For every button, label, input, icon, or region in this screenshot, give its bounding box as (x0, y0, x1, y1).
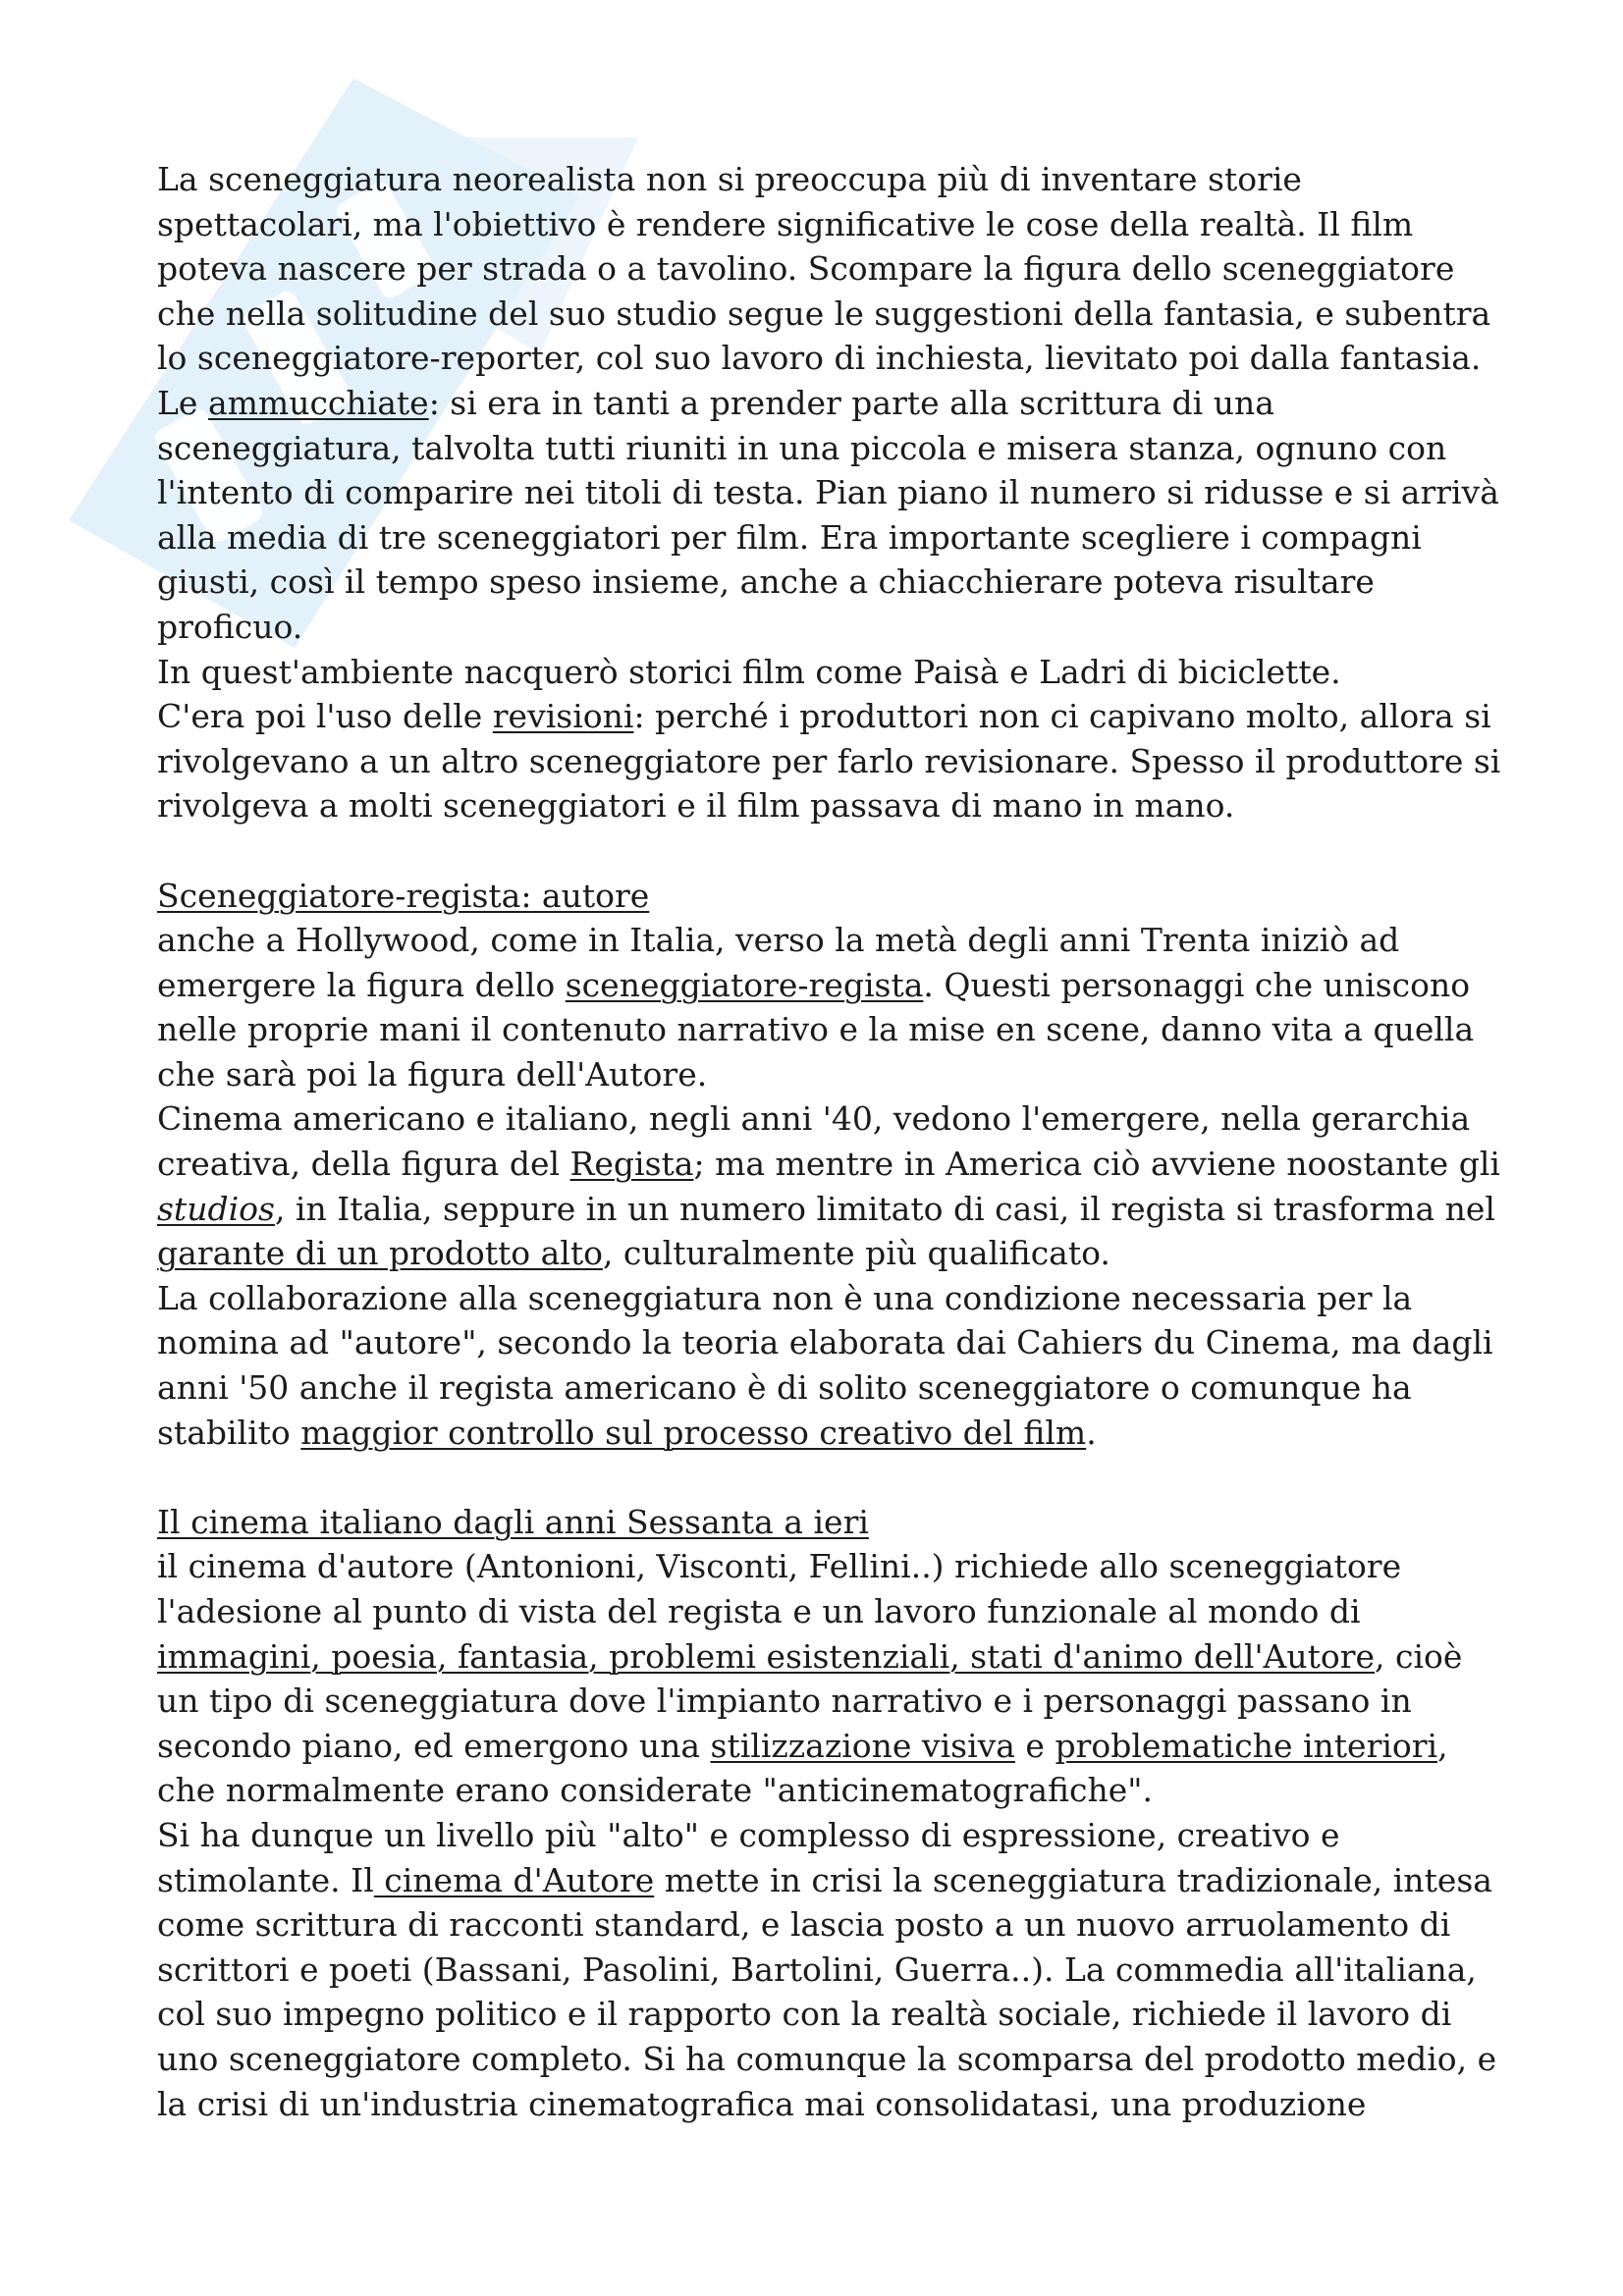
text-line: col suo impegno politico e il rapporto con la realtà sociale, richiede il lavoro di (157, 1995, 1452, 2034)
text-line: che nella solitudine del suo studio segue le suggestioni della fantasia, e subentra (157, 294, 1491, 333)
text-fragment: stimolante. Il (157, 1860, 374, 1899)
text-fragment: mette in crisi la sceneggiatura tradizionale, intesa (654, 1860, 1492, 1899)
section-sceneggiatore-regista (157, 874, 1512, 1456)
underlined-term-revisioni: revisioni (492, 697, 634, 736)
text-line: alla media di tre sceneggiatori per film. Era importante scegliere i compagni (157, 517, 1422, 557)
document-body (157, 157, 1512, 2126)
section-heading (157, 1500, 1512, 1545)
text-line (157, 1634, 1512, 1680)
underlined-term-ammucchiate: ammucchiate (207, 383, 429, 422)
section-cinema-italiano (157, 1500, 1512, 2126)
text-line: In quest'ambiente nacquerò storici film come Paisà e Ladri di biciclette. (157, 652, 1341, 691)
text-fragment: : perché i produttori non ci capivano molto, allora si (633, 697, 1491, 736)
text-fragment: C'era poi l'uso delle (157, 697, 493, 736)
text-line: La sceneggiatura neorealista non si preoccupa più di inventare storie (157, 160, 1302, 198)
text-line: che normalmente erano considerate "anticinematografiche". (157, 1771, 1153, 1810)
section-heading (157, 874, 1512, 919)
text-line: nelle proprie mani il contenuto narrativo e la mise en scene, danno vita a quella (157, 1010, 1475, 1049)
text-line: rivolgeva a molti sceneggiatori e il film passava di mano in mano. (157, 786, 1235, 826)
text-line: rivolgevano a un altro sceneggiatore per farlo revisionare. Spesso il produttore si (157, 741, 1501, 780)
underlined-term-studios (157, 1190, 275, 1228)
underlined-term-immagini: immagini, poesia, fantasia, problemi esistenziali, stati d'animo dell'Autore (157, 1636, 1376, 1676)
underlined-term-garante: garante di un prodotto alto (157, 1234, 603, 1273)
text-fragment: , in Italia, seppure in un numero limitato di casi, il regista si trasforma nel (274, 1189, 1495, 1228)
text-line (157, 694, 1512, 739)
text-line: Si ha dunque un livello più "alto" e complesso di espressione, creativo e (157, 1815, 1340, 1854)
text-line (157, 963, 1512, 1008)
text-line: anche a Hollywood, come in Italia, verso la metà degli anni Trenta iniziò ad (157, 921, 1400, 960)
underlined-term-problematiche: problematiche interiori (1055, 1726, 1438, 1765)
text-line: anni '50 anche il regista americano è di solito sceneggiatore o comunque ha (157, 1368, 1412, 1408)
text-line: scrittori e poeti (Bassani, Pasolini, Bartolini, Guerra..). La commedia all'italiana, (157, 1949, 1477, 1989)
text-line: la crisi di un'industria cinematografica mai consolidatasi, una produzione (157, 2084, 1367, 2123)
text-fragment: , (1437, 1726, 1448, 1765)
text-fragment: Le (157, 383, 208, 422)
paragraph-neorealismo (157, 157, 1512, 828)
text-fragment: . Questi personaggi che uniscono (923, 965, 1471, 1004)
text-line: nomina ad "autore", secondo la teoria elaborata dai Cahiers du Cinema, ma dagli (157, 1323, 1493, 1362)
paragraph-spacer (157, 1455, 1512, 1500)
text-line (157, 1231, 1512, 1276)
text-line: poteva nascere per strada o a tavolino. Scompare la figura dello sceneggiatore (157, 249, 1455, 289)
text-line: spettacolari, ma l'obiettivo è rendere significative le cose della realtà. Il film (157, 204, 1414, 243)
text-fragment: e (1014, 1726, 1055, 1765)
text-line: lo sceneggiatore-reporter, col suo lavoro di inchiesta, lievitato poi dalla fantasia. (157, 339, 1482, 378)
text-line (157, 1187, 1512, 1232)
text-line: giusti, così il tempo speso insieme, anche a chiacchierare poteva risultare (157, 562, 1375, 602)
text-fragment: creativa, della figura del (157, 1145, 570, 1184)
text-line: La collaborazione alla sceneggiatura non è una condizione necessaria per la (157, 1278, 1413, 1317)
underlined-term-controllo: maggior controllo sul processo creativo del film (300, 1413, 1087, 1452)
text-fragment: , cioè (1375, 1636, 1463, 1676)
text-fragment: emergere la figura dello (157, 965, 566, 1004)
text-line: proficuo. (157, 607, 303, 646)
text-fragment: : si era in tanti a prender parte alla scrittura di una (428, 383, 1274, 422)
text-line (157, 1142, 1512, 1187)
text-line: l'intento di comparire nei titoli di testa. Pian piano il numero si ridusse e si arrivà (157, 473, 1499, 512)
text-fragment: , culturalmente più qualificato. (602, 1234, 1110, 1273)
text-line: uno sceneggiatore completo. Si ha comunque la scomparsa del prodotto medio, e (157, 2039, 1497, 2078)
text-line (157, 1858, 1512, 1903)
text-fragment: secondo piano, ed emergono una (157, 1726, 711, 1765)
paragraph-spacer (157, 828, 1512, 874)
text-line: sceneggiatura, talvolta tutti riuniti in una piccola e misera stanza, ognuno con (157, 428, 1447, 467)
text-line (157, 1724, 1512, 1769)
underlined-term-regista: Regista (569, 1145, 694, 1184)
section-heading-text: Sceneggiatore-regista: autore (157, 876, 650, 915)
underlined-term-stilizzazione: stilizzazione visiva (710, 1726, 1015, 1765)
text-line: il cinema d'autore (Antonioni, Visconti, Fellini..) richiede allo sceneggiatore (157, 1547, 1402, 1586)
underlined-term-cinema-autore: cinema d'Autore (373, 1860, 655, 1899)
text-line: che sarà poi la figura dell'Autore. (157, 1054, 708, 1094)
text-line (157, 1411, 1512, 1456)
section-heading-text: Il cinema italiano dagli anni Sessanta a ieri (157, 1502, 869, 1541)
italic-term-studios: studios (157, 1189, 275, 1228)
text-line: Cinema americano e italiano, negli anni '40, vedono l'emergere, nella gerarchia (157, 1099, 1471, 1139)
text-line (157, 381, 1512, 426)
underlined-term-sceneggiatore-regista: sceneggiatore-regista (565, 965, 924, 1004)
text-line: un tipo di sceneggiatura dove l'impianto narrativo e i personaggi passano in (157, 1682, 1412, 1721)
text-line: come scrittura di racconti standard, e lascia posto a un nuovo arruolamento di (157, 1905, 1451, 1945)
text-fragment: ; ma mentre in America ciò avviene noostante gli (693, 1145, 1500, 1184)
text-fragment: . (1086, 1413, 1097, 1452)
text-fragment: stabilito (157, 1413, 301, 1452)
text-line: l'adesione al punto di vista del regista e un lavoro funzionale al mondo di (157, 1592, 1361, 1630)
